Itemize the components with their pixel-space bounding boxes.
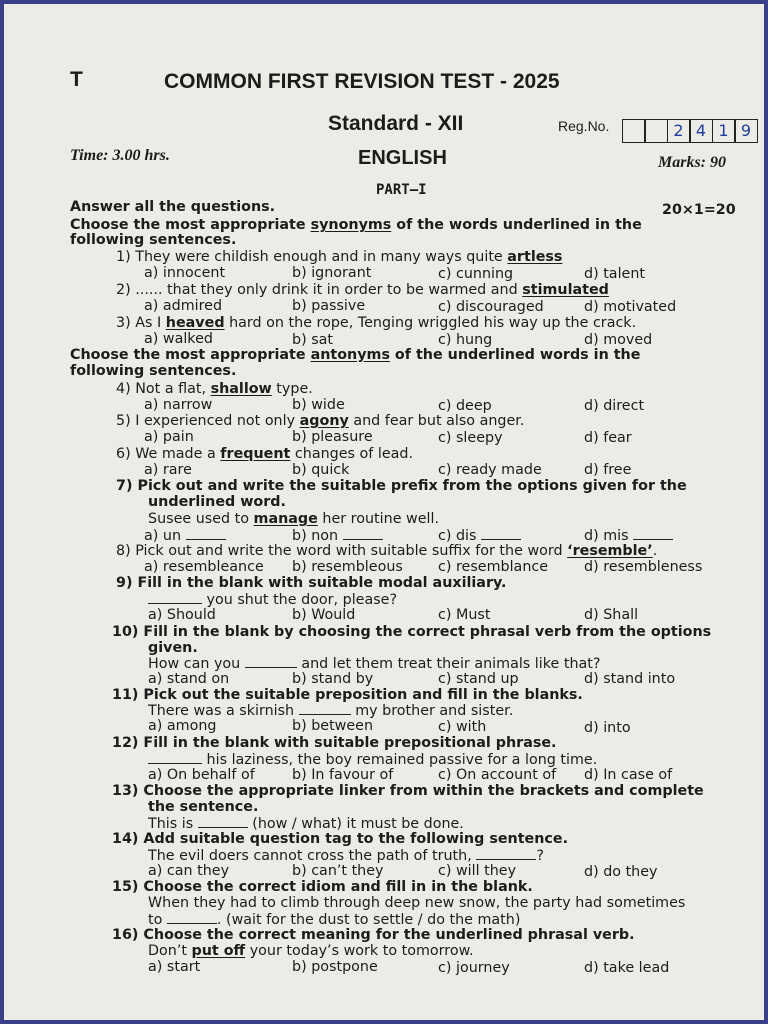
option-c: c) discouraged [438,299,544,315]
set-code: T [70,68,83,91]
option-d: d) fear [584,430,632,446]
option-d: d) resembleness [584,559,703,575]
question-15-sentence-cont: to . (wait for the dust to settle / do the math) [148,912,521,928]
option-b: b) wide [292,397,345,413]
question-7-sentence: Susee used to manage her routine well. [148,511,440,527]
question-14: 14) Add suitable question tag to the following sentence. [112,831,569,847]
option-b: b) pleasure [292,429,373,445]
option-a: a) pain [144,429,194,445]
reg-digit-box: 9 [734,119,758,143]
option-c: c) journey [438,960,510,976]
option-d: d) free [584,462,632,478]
option-a: a) resembleance [144,559,264,575]
question-5: 5) I experienced not only agony and fear but also anger. [116,413,525,429]
question-2: 2) ...... that they only drink it in order to be warmed and stimulated [116,282,609,298]
option-b: b) non [292,527,383,544]
question-8: 8) Pick out and write the word with suitable suffix for the word ‘resemble’. [116,543,658,559]
option-a: a) walked [144,331,213,347]
general-instruction: Answer all the questions. [70,199,276,215]
question-15-sentence: When they had to climb through deep new snow, the party had sometimes [148,895,686,911]
option-c: c) will they [438,863,517,879]
option-a: a) rare [144,462,192,478]
question-13-sentence: This is (how / what) it must be done. [148,816,464,832]
option-b: b) Would [292,607,356,623]
reg-digit-box: 2 [667,119,691,143]
reg-no-label: Reg.No. [558,118,610,134]
question-10: 10) Fill in the blank by choosing the correct phrasal verb from the options [112,624,712,640]
question-10-cont: given. [148,640,198,656]
option-d: d) In case of [584,767,673,783]
option-c: c) cunning [438,266,514,282]
option-b: b) sat [292,332,334,348]
time-label: Time: 3.00 hrs. [70,147,170,164]
question-15: 15) Choose the correct idiom and fill in in the blank. [112,879,533,895]
antonyms-instruction: Choose the most appropriate antonyms of the underlined words in the [70,347,641,363]
option-a: a) admired [144,298,223,314]
option-b: b) stand by [292,671,374,687]
reg-digit-box [622,119,646,143]
option-a: a) can they [148,863,230,879]
option-d: d) stand into [584,671,676,687]
option-d: d) do they [584,864,658,880]
option-c: c) ready made [438,462,542,478]
option-d: d) mis [584,527,673,544]
question-11: 11) Pick out the suitable preposition and fill in the blanks. [112,687,583,703]
option-d: d) Shall [584,607,639,623]
question-13-cont: the sentence. [148,799,259,815]
question-12: 12) Fill in the blank with suitable prepositional phrase. [112,735,557,751]
option-b: b) quick [292,462,350,478]
option-c: c) dis [438,527,521,544]
option-b: b) between [292,718,374,734]
reg-no-boxes [623,119,758,143]
standard-label: Standard - XII [328,112,464,135]
question-7-cont: underlined word. [148,494,286,510]
option-d: d) direct [584,398,645,414]
option-b: b) ignorant [292,265,372,281]
question-7: 7) Pick out and write the suitable prefix from the options given for the [116,478,687,494]
question-12-sentence: his laziness, the boy remained passive for a long time. [148,751,597,768]
question-3: 3) As I heaved hard on the rope, Tenging wriggled his way up the crack. [116,315,637,331]
question-6: 6) We made a frequent changes of lead. [116,446,414,462]
option-a: a) narrow [144,397,213,413]
option-a: a) among [148,718,217,734]
synonyms-instruction-cont: following sentences. [70,232,237,248]
option-c: c) Must [438,607,491,623]
option-b: b) can’t they [292,863,384,879]
exam-title: COMMON FIRST REVISION TEST - 2025 [164,70,560,93]
option-d: d) take lead [584,960,670,976]
option-c: c) hung [438,332,493,348]
option-b: b) postpone [292,959,378,975]
option-c: c) deep [438,398,492,414]
question-13: 13) Choose the appropriate linker from within the brackets and complete [112,783,704,799]
option-c: c) resemblance [438,559,549,575]
reg-digit-box [644,119,668,143]
question-4: 4) Not a flat, shallow type. [116,381,313,397]
option-a: a) innocent [144,265,226,281]
option-b: b) passive [292,298,366,314]
question-10-sentence: How can you and let them treat their animals like that? [148,656,601,672]
option-c: c) sleepy [438,430,503,446]
question-11-sentence: There was a skirnish my brother and sister. [148,703,514,719]
option-a: a) start [148,959,201,975]
question-16-sentence: Don’t put off your today’s work to tomorrow. [148,943,474,959]
question-16: 16) Choose the correct meaning for the underlined phrasal verb. [112,927,635,943]
option-d: d) talent [584,266,645,282]
subject-title: ENGLISH [358,147,447,169]
option-c: c) On account of [438,767,557,783]
reg-digit-box: 1 [712,119,736,143]
exam-paper [4,4,764,1020]
option-b: b) In favour of [292,767,394,783]
question-9: 9) Fill in the blank with suitable modal auxiliary. [116,575,507,591]
option-a: a) stand on [148,671,230,687]
antonyms-instruction-cont: following sentences. [70,363,237,379]
marks-label: Marks: 90 [658,154,727,171]
option-d: d) motivated [584,299,677,315]
option-d: d) into [584,720,631,736]
option-a: a) On behalf of [148,767,255,783]
question-14-sentence: The evil doers cannot cross the path of truth, ? [148,848,544,864]
reg-digit-box: 4 [689,119,713,143]
part-score: 20×1=20 [662,202,736,218]
option-a: a) Should [148,607,216,623]
question-1: 1) They were childish enough and in many ways quite artless [116,249,563,265]
option-d: d) moved [584,332,653,348]
synonyms-instruction: Choose the most appropriate synonyms of the words underlined in the [70,217,642,233]
question-9-sentence: you shut the door, please? [148,591,397,608]
option-b: b) resembleous [292,559,403,575]
option-c: c) with [438,719,487,735]
option-c: c) stand up [438,671,519,687]
option-a: a) un [144,527,226,544]
part-title: PART–I [376,182,427,198]
